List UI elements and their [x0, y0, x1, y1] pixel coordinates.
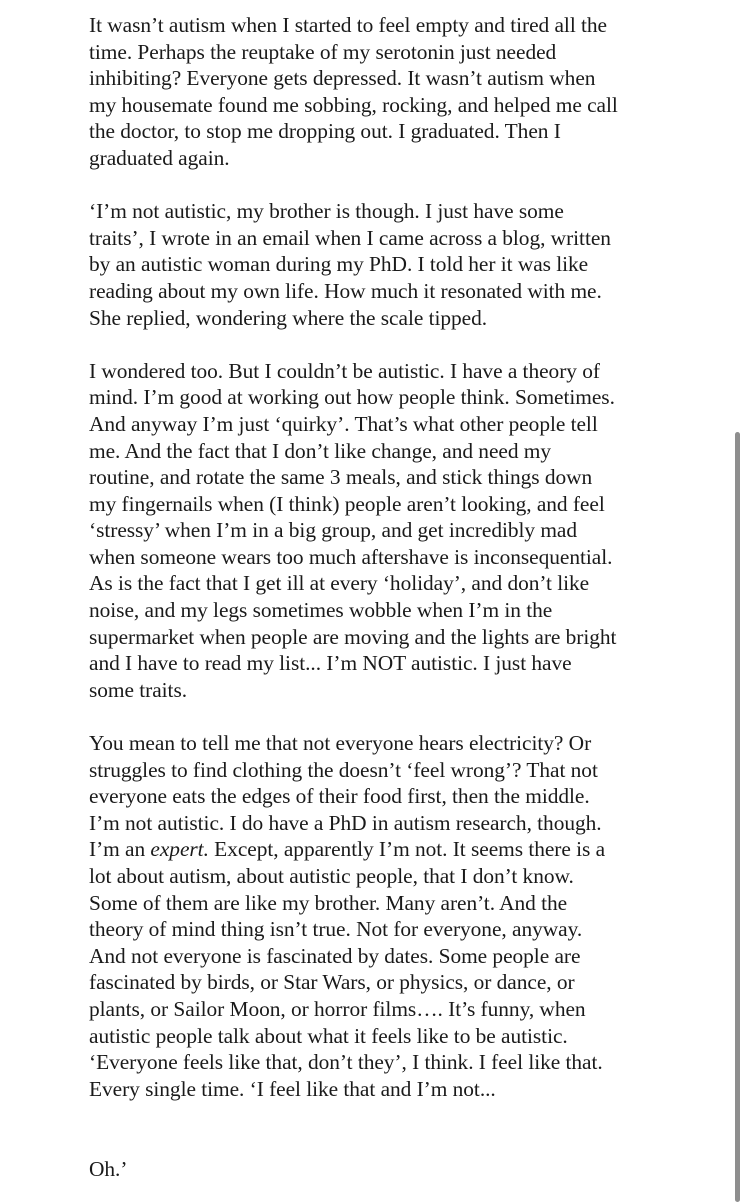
paragraph-gap	[89, 172, 689, 199]
text-line: plants, or Sailor Moon, or horror films…. It’s funny, when	[89, 996, 586, 1021]
text-line: reading about my own life. How much it resonated with me.	[89, 278, 602, 303]
text-line: supermarket when people are moving and the lights are bright	[89, 624, 617, 649]
text-line: It wasn’t autism when I started to feel empty and tired all the	[89, 13, 607, 37]
paragraph-gap	[89, 703, 689, 730]
text-line: inhibiting? Everyone gets depressed. It wasn’t autism when	[89, 66, 596, 91]
paragraph-gap	[89, 331, 689, 358]
text-line: I wondered too. But I couldn’t be autistic. I have a theory of	[89, 358, 600, 383]
text-line: She replied, wondering where the scale tipped.	[89, 305, 488, 330]
text-segment: I’m an	[89, 837, 151, 862]
text-line: Oh.’	[89, 1156, 128, 1181]
text-line: theory of mind thing isn’t true. Not for everyone, anyway.	[89, 917, 583, 942]
text-line: the doctor, to stop me dropping out. I graduated. Then I	[89, 119, 561, 144]
emphasis-text: expert.	[150, 837, 209, 862]
text-line: As is the fact that I get ill at every ‘holiday’, and don’t like	[89, 571, 590, 596]
text-line: And not everyone is fascinated by dates. Some people are	[89, 943, 581, 968]
text-line: my housemate found me sobbing, rocking, and helped me call	[89, 92, 618, 117]
text-line: me. And the fact that I don’t like change, and need my	[89, 438, 552, 463]
paragraph-1	[89, 12, 689, 172]
text-line: Every single time. ‘I feel like that and I’m not...	[89, 1076, 496, 1101]
text-line: Some of them are like my brother. Many aren’t. And the	[89, 890, 568, 915]
text-line: by an autistic woman during my PhD. I told her it was like	[89, 252, 589, 277]
text-line: when someone wears too much aftershave is inconsequential.	[89, 544, 613, 569]
text-line: some traits.	[89, 677, 188, 702]
paragraph-5	[89, 1156, 689, 1183]
paragraph-2	[89, 198, 689, 331]
scrollbar-thumb[interactable]	[735, 432, 740, 1202]
text-line: lot about autism, about autistic people, that I don’t know.	[89, 864, 574, 888]
text-line: noise, and my legs sometimes wobble when I’m in the	[89, 598, 553, 623]
text-line: struggles to find clothing the doesn’t ‘feel wrong’? That not	[89, 757, 598, 782]
text-line: graduated again.	[89, 145, 230, 170]
paragraph-gap	[89, 1102, 689, 1155]
text-line: traits’, I wrote in an email when I came across a blog, written	[89, 225, 611, 250]
text-line: time. Perhaps the reuptake of my serotonin just needed	[89, 39, 557, 64]
text-line: and I have to read my list... I’m NOT autistic. I just have	[89, 651, 572, 676]
text-segment: Except, apparently I’m not. It seems there is a	[208, 837, 606, 862]
text-line: my fingernails when (I think) people aren’t looking, and feel	[89, 491, 605, 516]
text-line: ‘I’m not autistic, my brother is though. I just have some	[89, 199, 564, 224]
text-line: ‘stressy’ when I’m in a big group, and get incredibly mad	[89, 518, 578, 543]
text-line: autistic people talk about what it feels like to be autistic.	[89, 1023, 568, 1048]
document-body	[89, 12, 689, 1182]
text-line: ‘Everyone feels like that, don’t they’, I think. I feel like that.	[89, 1050, 603, 1075]
text-line: fascinated by birds, or Star Wars, or physics, or dance, or	[89, 970, 575, 995]
text-line: And anyway I’m just ‘quirky’. That’s what other people tell	[89, 411, 598, 436]
text-line-with-emphasis	[89, 836, 689, 863]
text-line: everyone eats the edges of their food first, then the middle.	[89, 784, 590, 809]
text-line: I’m not autistic. I do have a PhD in autism research, though.	[89, 810, 602, 835]
paragraph-4	[89, 730, 689, 1102]
text-line: routine, and rotate the same 3 meals, and stick things down	[89, 465, 593, 490]
paragraph-3	[89, 358, 689, 704]
text-line: You mean to tell me that not everyone hears electricity? Or	[89, 731, 592, 756]
text-line: mind. I’m good at working out how people think. Sometimes.	[89, 385, 615, 410]
